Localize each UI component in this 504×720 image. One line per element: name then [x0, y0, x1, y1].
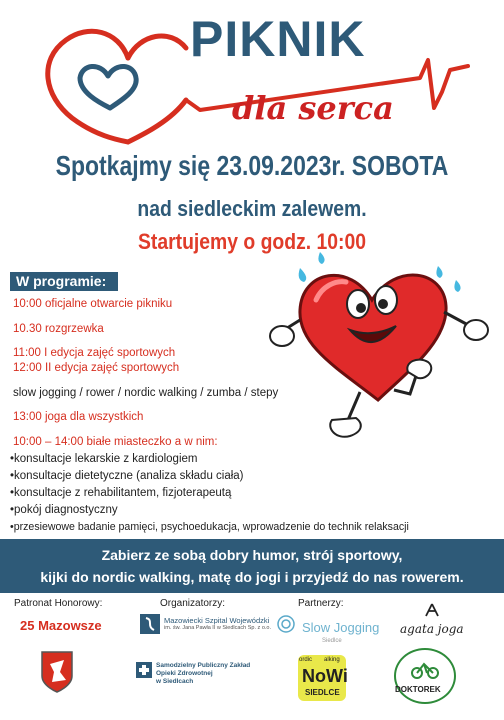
running-heart-mascot-icon [270, 252, 488, 437]
organizatorzy-label: Organizatorzy: [160, 598, 226, 609]
doktorek-name: DOKTOREK [395, 685, 441, 694]
slow-jogging-city: Siedlce [322, 638, 342, 644]
coat-of-arms-icon [40, 650, 74, 694]
nowi-main: NoWi [302, 666, 348, 686]
nowi-small-right: alking [324, 657, 340, 663]
program-bullet-text: przesiewowe badanie pamięci, psychoedukacja, wprowadzenie do technik relaksacji [13, 521, 409, 533]
banner-line: kijki do nordic walking, matę do jogi i przyjedź do nas rowerem. [40, 569, 464, 585]
program-item: 10.30 rozgrzewka [13, 323, 104, 335]
doktorek-logo [394, 648, 456, 704]
program-item: 10:00 – 14:00 białe miasteczko a w nim: [13, 436, 218, 448]
partnerzy-label: Partnerzy: [298, 598, 344, 609]
nowi-small-left: ordic [299, 657, 313, 663]
program-bullet-text: konsultacje lekarskie z kardiologiem [14, 453, 198, 465]
nowi-logo [298, 655, 346, 701]
yoga-figure-icon [424, 602, 440, 618]
spzoz-logo-icon [136, 662, 152, 678]
program-item: 12:00 II edycja zajęć sportowych [13, 362, 180, 374]
program-bullet-item [10, 469, 244, 483]
patronat-label: Patronat Honorowy: [14, 598, 103, 609]
program-badge: W programie: [10, 272, 118, 291]
location-headline: nad siedleckim zalewem. [137, 196, 367, 221]
szpital-logo-icon [140, 614, 160, 634]
banner-line: Zabierz ze sobą dobry humor, strój sportowy, [101, 547, 403, 563]
spzoz-line2: Opieki Zdrowotnej [156, 670, 213, 677]
agata-joga-name: agata joga [400, 622, 464, 636]
event-subtitle: dla serca [232, 89, 394, 127]
program-bullet-item [10, 520, 409, 534]
program-item: 13:00 joga dla wszystkich [13, 411, 144, 423]
spzoz-line3: w Siedlcach [156, 678, 194, 685]
program-bullet-text: konsultacje z rehabilitantem, fizjoterapeutą [14, 487, 232, 499]
program-item: 10:00 oficjalne otwarcie pikniku [13, 298, 173, 310]
program-bullet-text: konsultacje dietetyczne (analiza składu ciała) [14, 470, 244, 482]
start-time-headline: Startujemy o godz. 10:00 [137, 229, 367, 254]
program-item: slow jogging / rower / nordic walking / zumba / stepy [13, 387, 279, 399]
mazowsze-logo: 25 Mazowsze [20, 618, 102, 633]
bicycle-icon [410, 660, 440, 680]
slow-jogging-name: Slow Jogging [302, 620, 380, 635]
program-bullet-item [10, 452, 197, 466]
bring-along-banner [0, 539, 504, 593]
event-title: PIKNIK [190, 11, 366, 67]
program-item: 11:00 I edycja zajęć sportowych [13, 347, 176, 359]
szpital-subtitle: im. św. Jana Pawła II w Siedlcach Sp. z o.o. [164, 625, 271, 631]
program-bullet-item [10, 486, 231, 500]
slow-jogging-logo-icon [276, 614, 296, 634]
heart-outline-icon [48, 31, 186, 142]
program-bullet-item [10, 503, 118, 517]
date-headline: Spotkajmy się 23.09.2023r. SOBOTA [55, 150, 449, 181]
program-bullet-text: pokój diagnostyczny [14, 504, 118, 516]
spzoz-line1: Samodzielny Publiczny Zakład [156, 662, 251, 669]
nowi-city: SIEDLCE [305, 688, 340, 697]
szpital-name: Mazowiecki Szpital Wojewódzki [164, 616, 270, 625]
